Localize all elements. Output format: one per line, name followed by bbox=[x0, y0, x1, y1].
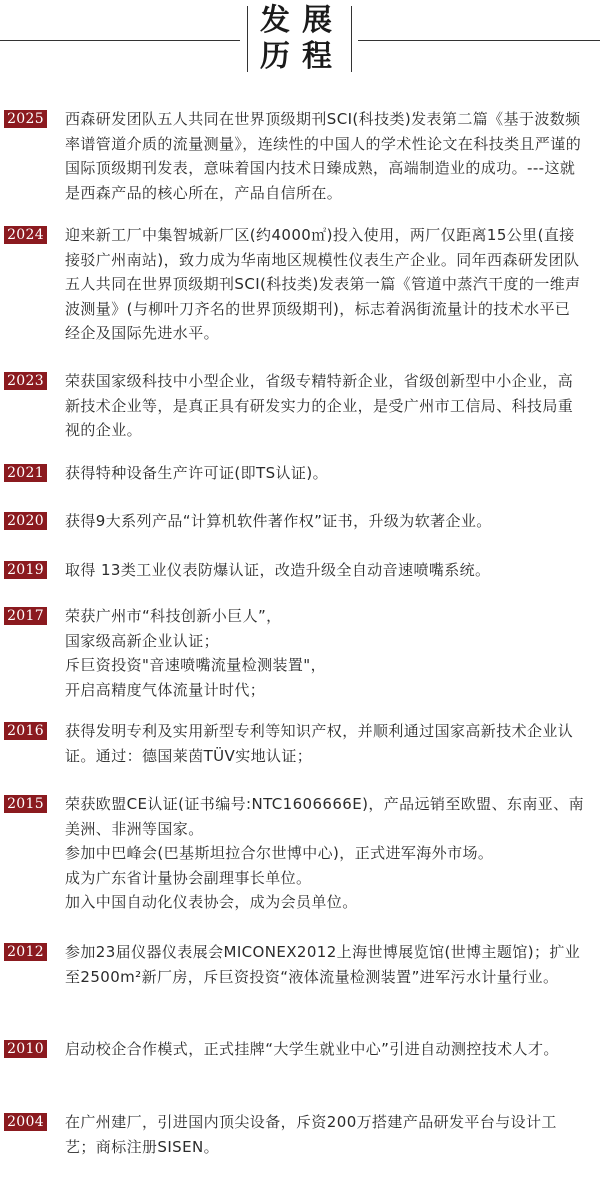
entry-text bbox=[65, 940, 585, 989]
year-badge: 2016 bbox=[4, 722, 47, 740]
entry-line: 获得9大系列产品“计算机软件著作权”证书，升级为软著企业。 bbox=[65, 512, 492, 530]
header-bracket-right bbox=[351, 6, 352, 72]
entry-line: 成为广东省计量协会副理事长单位。 bbox=[65, 868, 312, 887]
title-char-2: 展 bbox=[302, 3, 332, 38]
entry-line: 启动校企合作模式，正式挂牌“大学生就业中心”引进自动测控技术人才。 bbox=[65, 1040, 559, 1058]
title-char-3: 历 bbox=[260, 39, 290, 74]
entry-line: 获得特种设备生产许可证(即TS认证)。 bbox=[65, 464, 328, 482]
header-bracket-left bbox=[247, 6, 248, 72]
year-badge: 2010 bbox=[4, 1040, 47, 1058]
entry-line: 参加中巴峰会(巴基斯坦拉合尔世博中心)，正式进军海外市场。 bbox=[65, 844, 494, 862]
year-badge: 2025 bbox=[4, 110, 47, 128]
entry-text bbox=[65, 1110, 585, 1159]
entry-text bbox=[65, 509, 585, 534]
entry-text bbox=[65, 1037, 585, 1062]
entry-line: 西森研发团队五人共同在世界顶级期刊SCI(科技类)发表第二篇《基于波数频率谱管道介质的流量测量》，连续性的中国人的学术性论文在科技类且严谨的国际顶级期刊发表，意味着国内技术日臻成熟，高端制造业的成功。---这就是西森产品的核心所在，产品自信所在。 bbox=[65, 110, 582, 202]
entry-line: 国家级高新企业认证； bbox=[65, 631, 220, 650]
title-char-1: 发 bbox=[260, 3, 290, 38]
entry-line: 荣获国家级科技中小型企业，省级专精特新企业，省级创新型中小企业，高新技术企业等，是真正具有研发实力的企业，是受广州市工信局、科技局重视的企业。 bbox=[65, 372, 574, 439]
entry-text bbox=[65, 558, 585, 583]
year-badge: 2012 bbox=[4, 943, 47, 961]
entry-line: 荣获广州市“科技创新小巨人”， bbox=[65, 607, 282, 625]
entry-line: 取得 13类工业仪表防爆认证，改造升级全自动音速喷嘴系统。 bbox=[65, 561, 491, 579]
year-badge: 2019 bbox=[4, 561, 47, 579]
entry-line: 荣获欧盟CE认证(证书编号:NTC1606666E)，产品远销至欧盟、东南亚、南美洲、非洲等国家。 bbox=[65, 795, 584, 838]
entry-text bbox=[65, 792, 585, 915]
year-badge: 2017 bbox=[4, 607, 47, 625]
entry-text bbox=[65, 107, 585, 205]
header-rule-right bbox=[358, 40, 600, 41]
entry-line: 获得发明专利及实用新型专利等知识产权，并顺利通过国家高新技术企业认证。通过：德国莱茵TÜV实地认证； bbox=[65, 722, 574, 765]
entry-text bbox=[65, 461, 585, 486]
year-badge: 2020 bbox=[4, 512, 47, 530]
entry-line: 参加23届仪器仪表展会MICONEX2012上海世博展览馆(世博主题馆)；扩业至2500m²新厂房，斥巨资投资“液体流量检测装置”进军污水计量行业。 bbox=[65, 943, 581, 986]
year-badge: 2015 bbox=[4, 795, 47, 813]
entry-line: 在广州建厂，引进国内顶尖设备，斥资200万搭建产品研发平台与设计工艺；商标注册SISEN。 bbox=[65, 1113, 557, 1156]
year-badge: 2023 bbox=[4, 372, 47, 390]
header-rule-left bbox=[0, 40, 240, 41]
entry-line: 迎来新工厂中集智城新厂区(约4000㎡)投入使用，两厂仅距离15公里(直接接驳广州南站)，致力成为华南地区规模性仪表生产企业。同年西森研发团队五人共同在世界顶级期刊SCI(科技类)发表第一篇《管道中蒸汽干度的一维声波测量》(与柳叶刀齐名的世界顶级期刊)，标志着涡街流量计的技术水平已经企及国际先进水平。 bbox=[65, 226, 581, 342]
entry-text bbox=[65, 604, 585, 702]
title-char-4: 程 bbox=[302, 39, 332, 74]
page-header bbox=[0, 0, 600, 78]
entry-text bbox=[65, 369, 585, 443]
year-badge: 2021 bbox=[4, 464, 47, 482]
entry-line: 斥巨资投资"音速喷嘴流量检测装置"， bbox=[65, 656, 327, 674]
entry-line: 加入中国自动化仪表协会，成为会员单位。 bbox=[65, 893, 358, 911]
entry-line: 开启高精度气体流量计时代； bbox=[65, 680, 266, 699]
year-badge: 2024 bbox=[4, 226, 47, 244]
entry-text bbox=[65, 223, 585, 346]
entry-text bbox=[65, 719, 585, 768]
year-badge: 2004 bbox=[4, 1113, 47, 1131]
